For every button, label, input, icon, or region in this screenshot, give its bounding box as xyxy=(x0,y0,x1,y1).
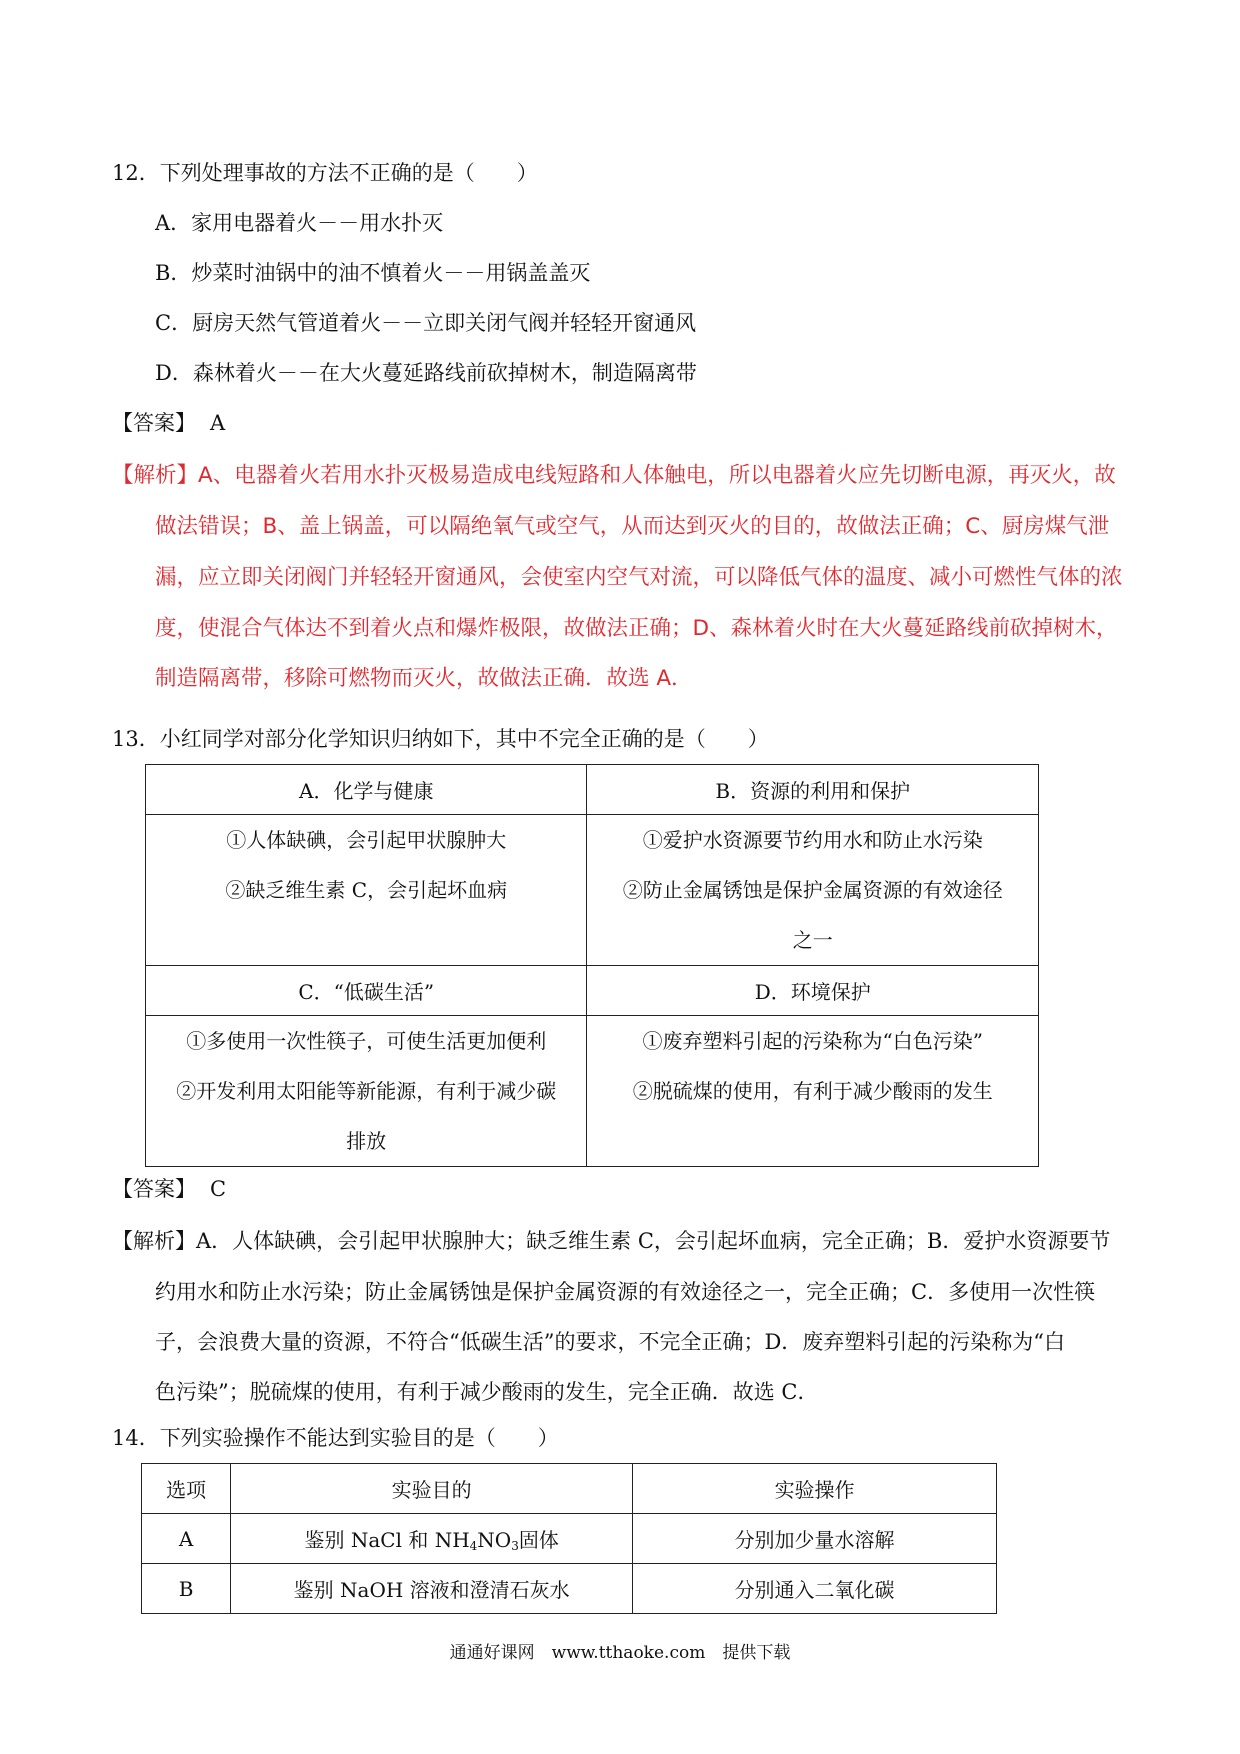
answer-label: 【答案】 xyxy=(112,411,196,435)
q12-analysis-line-5: 制造隔离带，移除可燃物而灭火，故做法正确．故选 A． xyxy=(155,666,693,691)
q12-option-d: D．森林着火－－在大火蔓延路线前砍掉树木，制造隔离带 xyxy=(155,361,697,385)
cell-d-item-2: ②脱硫煤的使用，有利于减少酸雨的发生 xyxy=(632,1079,993,1103)
q13-answer xyxy=(112,1174,226,1204)
q14-header-purpose: 实验目的 xyxy=(231,1464,633,1514)
cell-b-item-2: ②防止金属锈蚀是保护金属资源的有效途径 xyxy=(622,878,1003,902)
q14-row-b-operation: 分别通入二氧化碳 xyxy=(633,1564,997,1614)
table-cell-b xyxy=(587,815,1039,966)
analysis-text: A．人体缺碘，会引起甲状腺肿大；缺乏维生素 C，会引起坏血病，完全正确；B．爱护水资源要节 xyxy=(196,1229,1111,1253)
q14-header-operation: 实验操作 xyxy=(633,1464,997,1514)
q12-stem: 12．下列处理事故的方法不正确的是（ ） xyxy=(112,161,538,185)
analysis-text: A、电器着火若用水扑灭极易造成电线短路和人体触电，所以电器着火应先切断电源，再灭火，故 xyxy=(198,463,1116,488)
table-cell-d xyxy=(587,1016,1039,1167)
q13-summary-table xyxy=(145,764,1039,1167)
answer-value: A xyxy=(210,411,226,435)
answer-label: 【答案】 xyxy=(112,1177,196,1201)
q12-analysis-line-2: 做法错误；B、盖上锅盖，可以隔绝氧气或空气，从而达到灭火的目的，故做法正确；C、厨房煤气泄 xyxy=(155,514,1110,539)
q12-option-b: B．炒菜时油锅中的油不慎着火－－用锅盖盖灭 xyxy=(155,261,591,285)
table-head-b: B．资源的利用和保护 xyxy=(587,765,1039,815)
cell-d-item-1: ①废弃塑料引起的污染称为“白色污染” xyxy=(642,1029,983,1053)
analysis-label: 【解析】 xyxy=(112,463,199,488)
cell-c-item-2: ②开发利用太阳能等新能源，有利于减少碳 xyxy=(176,1079,557,1103)
table-cell-a xyxy=(146,815,587,966)
analysis-label: 【解析】 xyxy=(112,1229,196,1253)
table-head-d: D．环境保护 xyxy=(587,966,1039,1016)
q12-analysis-line-4: 度，使混合气体达不到着火点和爆炸极限，故做法正确；D、森林着火时在大火蔓延路线前砍掉树木， xyxy=(155,616,1118,641)
cell-c-item-3: 排放 xyxy=(346,1129,387,1153)
cell-b-item-3: 之一 xyxy=(792,928,833,952)
q13-stem: 13．小红同学对部分化学知识归纳如下，其中不完全正确的是（ ） xyxy=(112,727,769,751)
q12-analysis-line-3: 漏，应立即关闭阀门并轻轻开窗通风，会使室内空气对流，可以降低气体的温度、减小可燃性气体的浓 xyxy=(155,565,1123,590)
q13-analysis-line-1 xyxy=(112,1226,1110,1256)
table-cell-c xyxy=(146,1016,587,1167)
q12-option-a: A．家用电器着火－－用水扑灭 xyxy=(155,211,444,235)
page-footer: 通通好课网 www.tthaoke.com 提供下载 xyxy=(449,1643,791,1663)
cell-c-item-1: ①多使用一次性筷子，可使生活更加便利 xyxy=(186,1029,547,1053)
q13-analysis-line-2: 约用水和防止水污染；防止金属锈蚀是保护金属资源的有效途径之一，完全正确；C．多使用一次性筷 xyxy=(155,1280,1096,1304)
q14-row-b-purpose: 鉴别 NaOH 溶液和澄清石灰水 xyxy=(231,1564,633,1614)
q14-header-option: 选项 xyxy=(142,1464,231,1514)
q13-analysis-line-3: 子，会浪费大量的资源，不符合“低碳生活”的要求，不完全正确；D．废弃塑料引起的污染称为“白 xyxy=(155,1330,1066,1354)
answer-value: C xyxy=(210,1177,227,1201)
q13-analysis-line-4: 色污染”；脱硫煤的使用，有利于减少酸雨的发生，完全正确．故选 C． xyxy=(155,1380,819,1404)
q14-row-a-purpose: 鉴别 NaCl 和 $NH_4NO_3$固体 xyxy=(231,1514,633,1564)
q12-option-c: C．厨房天然气管道着火－－立即关闭气阀并轻轻开窗通风 xyxy=(155,311,697,335)
cell-a-item-2: ②缺乏维生素 C，会引起坏血病 xyxy=(225,878,508,902)
q14-stem: 14．下列实验操作不能达到实验目的是（ ） xyxy=(112,1426,559,1450)
table-head-c: C．“低碳生活” xyxy=(146,966,587,1016)
q14-row-a-option: A xyxy=(142,1514,231,1564)
q14-row-b-option: B xyxy=(142,1564,231,1614)
q14-experiment-table xyxy=(141,1463,997,1614)
q14-row-a-operation: 分别加少量水溶解 xyxy=(633,1514,997,1564)
q12-answer xyxy=(112,408,225,438)
q12-analysis-line-1 xyxy=(112,461,1116,491)
cell-b-item-1: ①爱护水资源要节约用水和防止水污染 xyxy=(642,828,983,852)
cell-a-item-1: ①人体缺碘，会引起甲状腺肿大 xyxy=(226,828,507,852)
table-head-a: A．化学与健康 xyxy=(146,765,587,815)
